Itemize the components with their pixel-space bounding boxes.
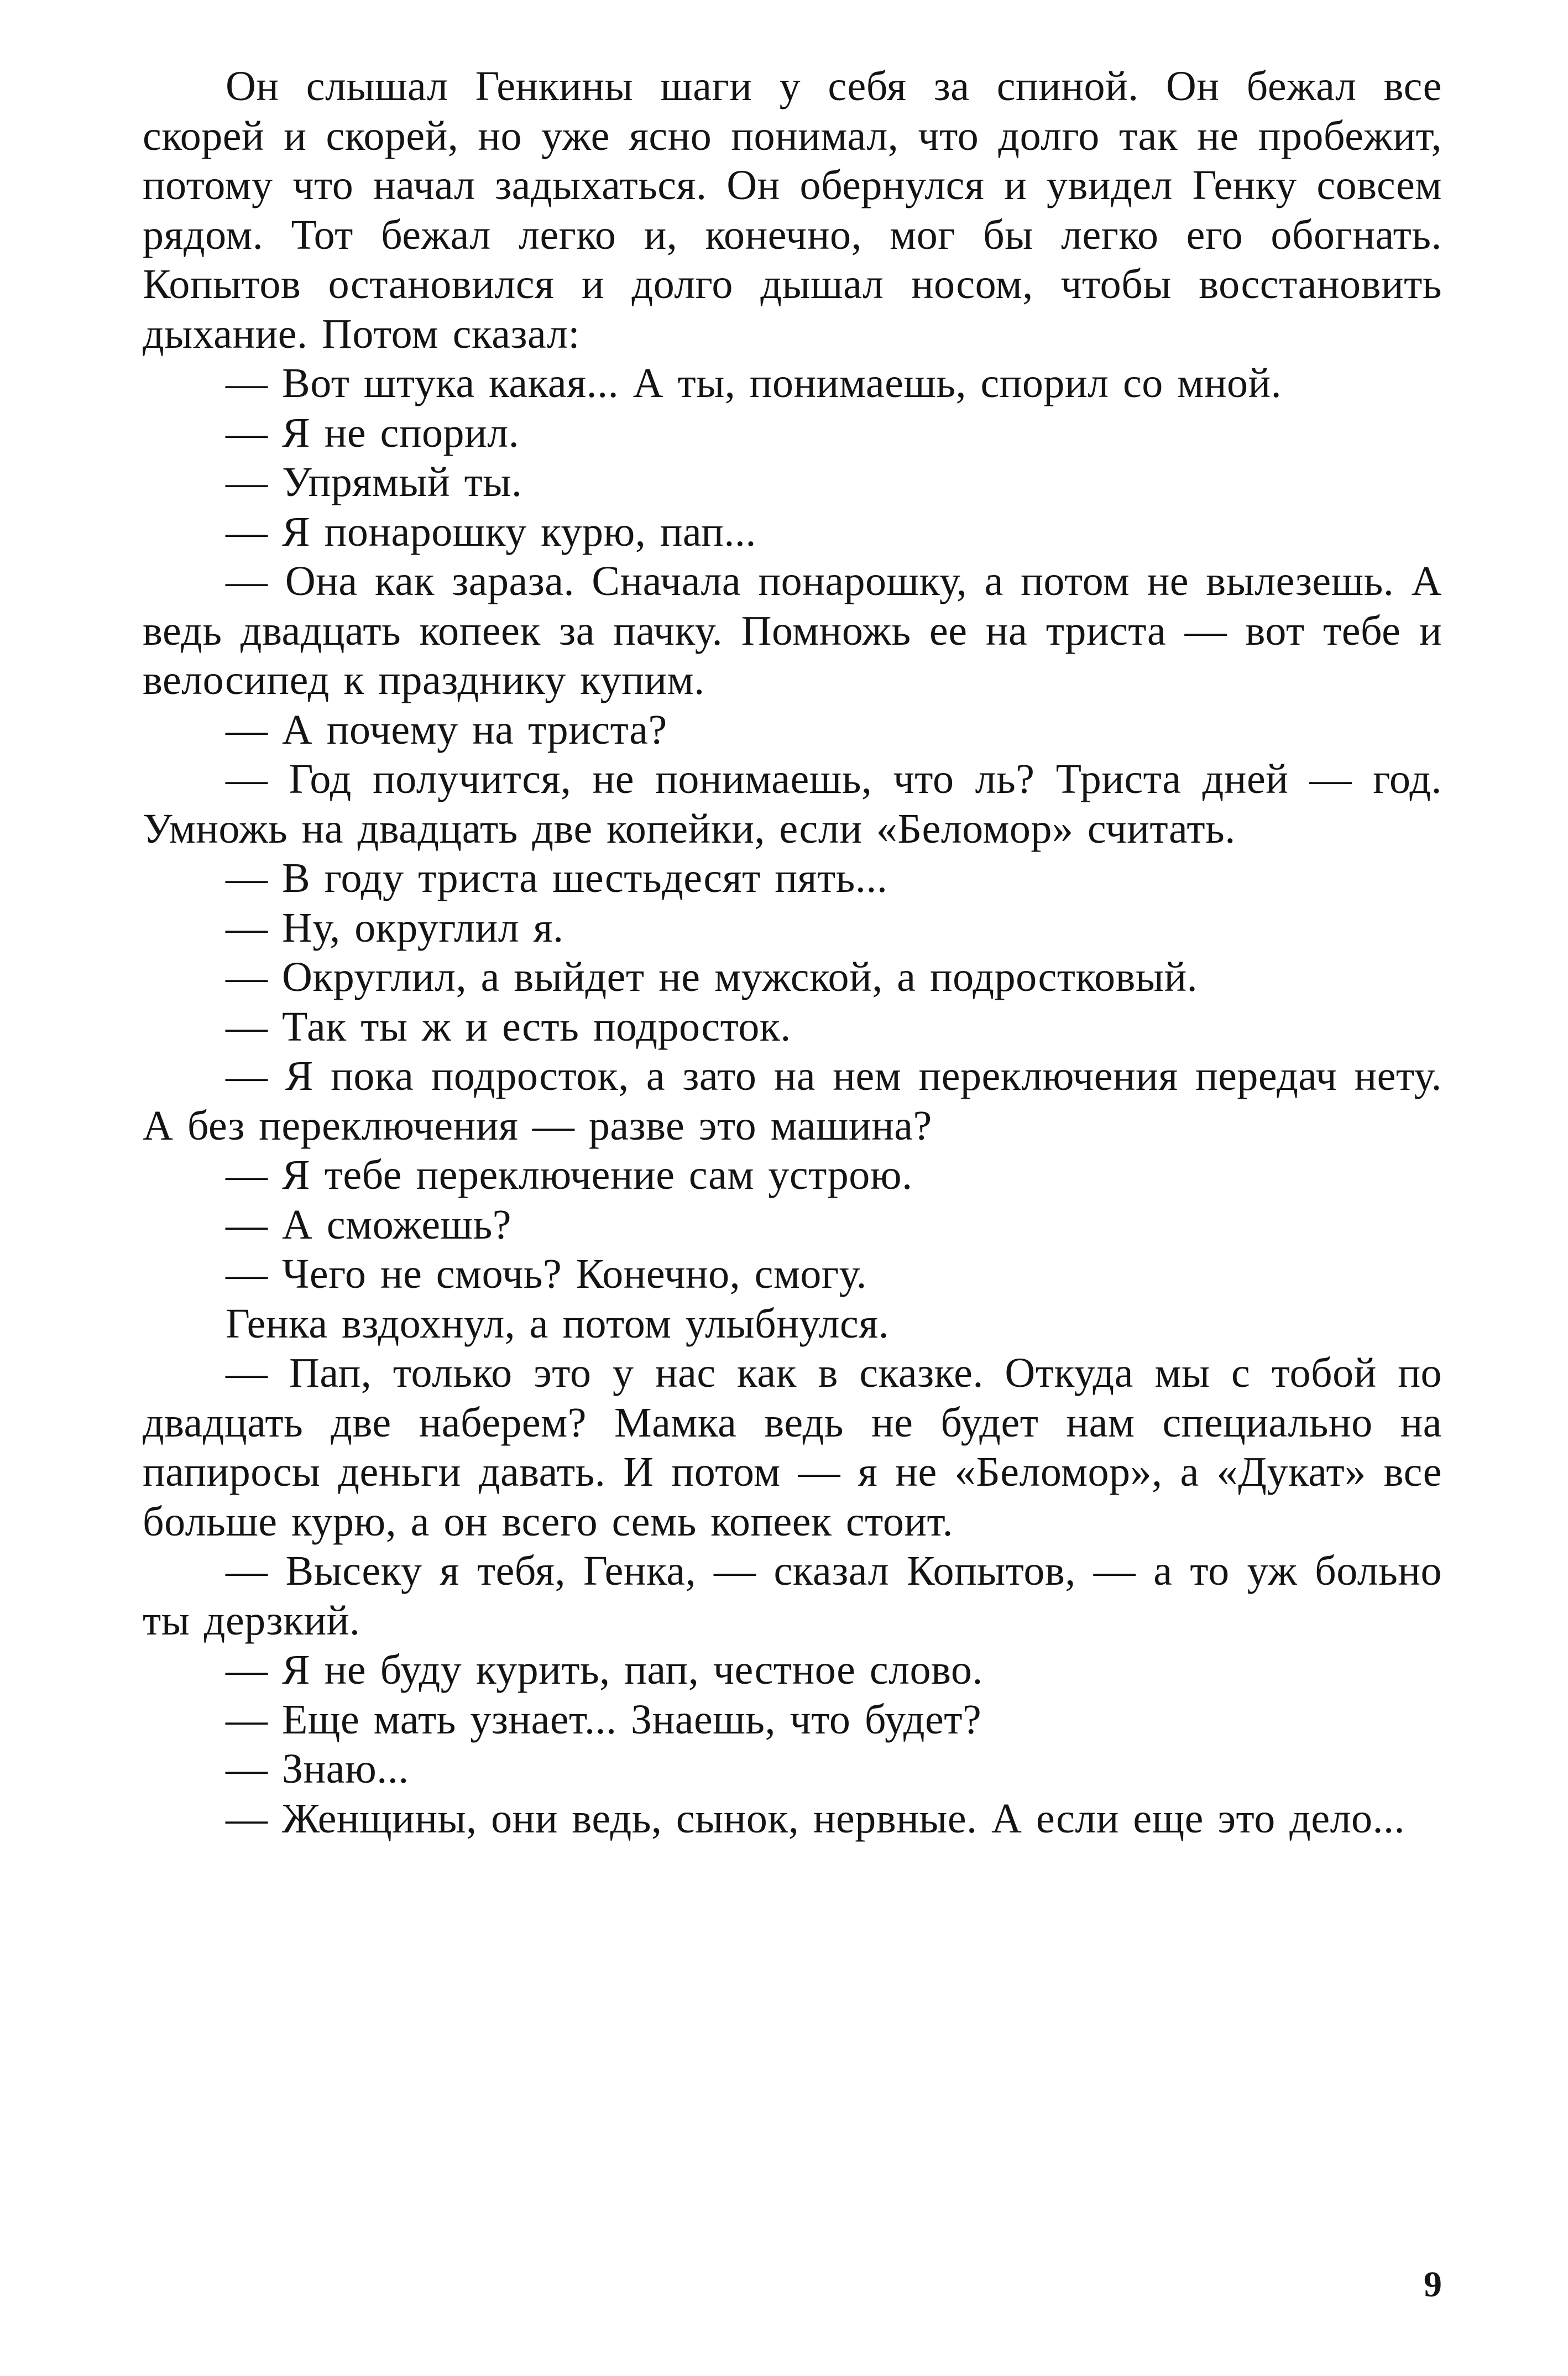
dialogue-line: — Год получится, не понимаешь, что ль? Триста дней — год. Умножь на двадцать две копейки, если «Беломор» считать. (143, 756, 1442, 852)
paragraph: Генка вздохнул, а потом улыбнулся. (226, 1300, 890, 1347)
dialogue-line: — В году триста шестьдесят пять... (226, 855, 888, 901)
page-text (143, 62, 1442, 1844)
dialogue-line: — Она как зараза. Сначала понарошку, а потом не вылезешь. А ведь двадцать копеек за пачку. Помножь ее на триста — вот тебе и велосипед к празднику купим. (143, 558, 1442, 703)
dialogue-line: — Округлил, а выйдет не мужской, а подростковый. (226, 954, 1198, 1000)
dialogue-line: — Знаю... (226, 1746, 409, 1792)
dialogue-line: — Чего не смочь? Конечно, смогу. (226, 1251, 867, 1297)
dialogue-line: — Женщины, они ведь, сынок, нервные. А если еще это дело... (226, 1795, 1405, 1842)
dialogue-line: — Еще мать узнает... Знаешь, что будет? (226, 1696, 982, 1743)
dialogue-line: — А почему на триста? (226, 706, 667, 753)
dialogue-line: — Я не буду курить, пап, честное слово. (226, 1647, 983, 1693)
page-number: 9 (1424, 2264, 1442, 2305)
dialogue-line: — Высеку я тебя, Генка, — сказал Копытов, — а то уж больно ты дерзкий. (143, 1548, 1442, 1644)
dialogue-line: — Я понарошку курю, пап... (226, 508, 756, 555)
dialogue-line: — Вот штука какая... А ты, понимаешь, спорил со мной. (226, 360, 1282, 406)
dialogue-line: — Я не спорил. (226, 409, 520, 456)
paragraph: Он слышал Генкины шаги у себя за спиной. Он бежал все скорей и скорей, но уже ясно понимал, что долго так не пробежит, потому что начал задыхаться. Он обернулся и увидел Генку совсем рядом. Тот бежал легко и, конечно, мог бы легко его обогнать. Копытов остановился и долго дышал носом, чтобы восстановить дыхание. Потом сказал: (143, 63, 1442, 357)
dialogue-line: — Я тебе переключение сам устрою. (226, 1152, 913, 1198)
dialogue-line: — Я пока подросток, а зато на нем переключения передач нету. А без переключения — разве это машина? (143, 1053, 1442, 1149)
dialogue-line: — Пап, только это у нас как в сказке. Откуда мы с тобой по двадцать две наберем? Мамка ведь не будет нам специально на папиросы деньги давать. И потом — я не «Беломор», а «Дукат» все больше курю, а он всего семь копеек стоит. (143, 1350, 1442, 1545)
dialogue-line: — А сможешь? (226, 1201, 511, 1248)
dialogue-line: — Упрямый ты. (226, 459, 522, 505)
dialogue-line: — Ну, округлил я. (226, 904, 564, 951)
dialogue-line: — Так ты ж и есть подросток. (226, 1003, 791, 1050)
